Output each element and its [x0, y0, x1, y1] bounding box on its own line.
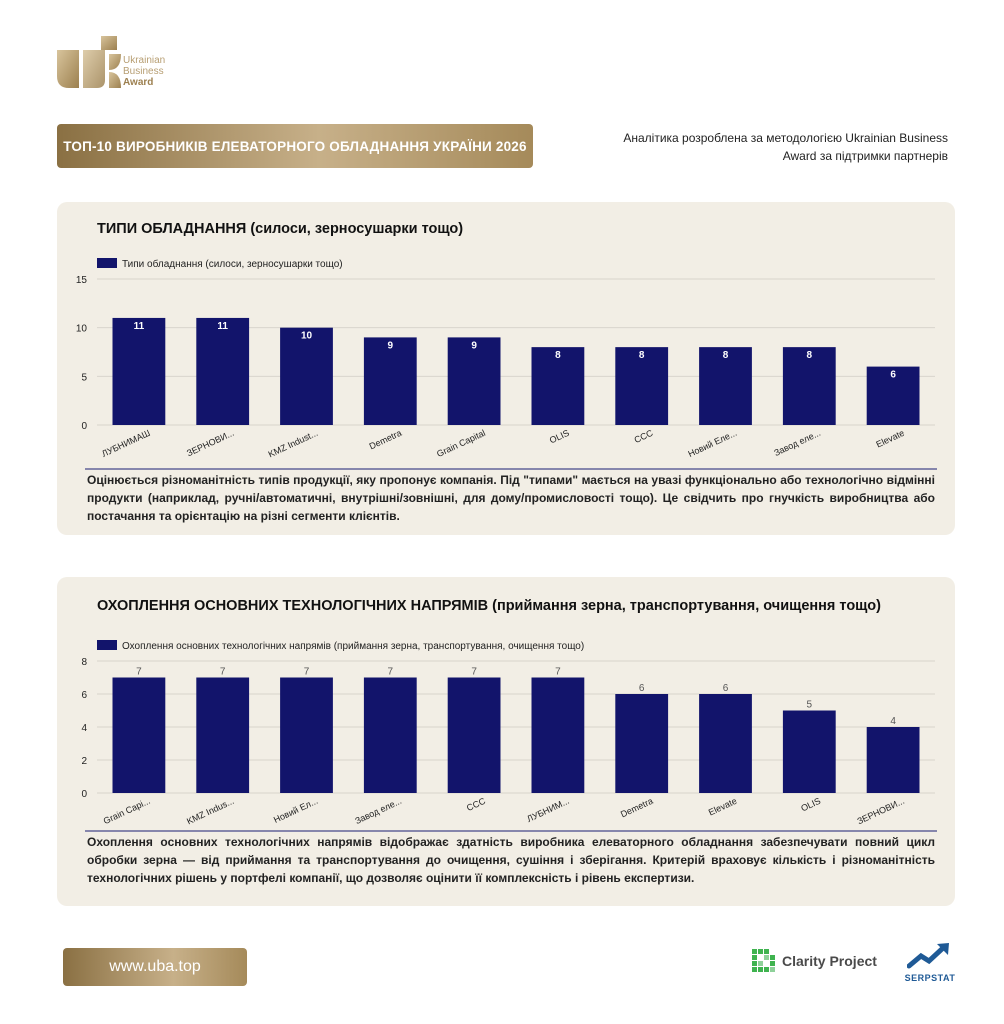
chart-heading: ТИПИ ОБЛАДНАННЯ (силоси, зерносушарки тощо)	[97, 221, 464, 237]
data-label: 7	[471, 666, 477, 678]
bar	[532, 678, 585, 794]
legend-label: Охоплення основних технологічних напрямів (приймання зерна, транспортування, очищення тощо)	[122, 641, 585, 652]
legend-swatch	[97, 258, 117, 268]
y-tick-label: 8	[81, 657, 87, 668]
chart-heading: ОХОПЛЕННЯ ОСНОВНИХ ТЕХНОЛОГІЧНИХ НАПРЯМІВ (приймання зерна, транспортування, очищення тощо)	[97, 598, 881, 614]
y-tick-label: 6	[81, 690, 87, 701]
bar	[280, 328, 333, 425]
x-tick-label: Elevate	[874, 427, 906, 450]
x-tick-label: Grain Capi...	[101, 795, 152, 827]
y-tick-label: 0	[81, 421, 87, 432]
x-tick-label: ЛУБНИМАШ	[100, 427, 152, 459]
data-label: 7	[555, 666, 561, 678]
x-tick-label: Новий Еле...	[686, 427, 739, 460]
legend-label: Типи обладнання (силоси, зерносушарки тощо)	[122, 259, 343, 270]
chart-panel-equipment-types	[57, 202, 955, 535]
clarity-project-logo-icon	[752, 949, 776, 973]
chart-panel-tech-directions	[57, 577, 955, 906]
serpstat-logo-icon	[907, 940, 953, 970]
y-tick-label: 2	[81, 756, 87, 767]
data-label: 9	[471, 340, 477, 352]
x-tick-label: OLIS	[547, 427, 571, 446]
data-label: 5	[806, 699, 813, 711]
data-label: 6	[890, 369, 896, 381]
chart-description: Оцінюється різноманітність типів продукції, яку пропонує компанія. Під "типами" мається на увазі функціонально або технологічно відмінні продукти (наприклад, ручні/автоматичні, внутрішні/зовнішні, для дому/промисловості тощо). Це свідчить про гнучкість виробництва або постачання та орієнтацію на різні сегменти клієнтів.	[87, 473, 935, 523]
x-tick-label: Завод еле...	[353, 795, 404, 827]
data-label: 7	[303, 666, 310, 678]
x-tick-label: OLIS	[799, 795, 823, 814]
analytics-note: Аналітика розроблена за методологією Ukrainian Business Award за підтримки партнерів	[623, 131, 948, 163]
bar	[113, 678, 166, 794]
bar	[280, 678, 333, 794]
website-link[interactable]: www.uba.top	[63, 948, 247, 986]
bar	[113, 318, 166, 425]
bar	[364, 678, 417, 794]
x-tick-label: KMZ Indus...	[185, 795, 236, 827]
y-tick-label: 5	[81, 372, 87, 384]
data-label: 6	[638, 683, 645, 694]
page-title: ТОП-10 ВИРОБНИКІВ ЕЛЕВАТОРНОГО ОБЛАДНАННЯ УКРАЇНИ 2026	[57, 124, 533, 168]
x-tick-label: Demetra	[367, 427, 404, 452]
data-label: 8	[722, 350, 729, 362]
x-tick-label: ЛУБНИМ...	[525, 795, 571, 825]
data-label: 8	[638, 350, 645, 362]
partner-serpstat	[900, 940, 960, 984]
data-label: 11	[217, 320, 228, 332]
bar	[615, 694, 668, 793]
bar-chart-equipment-types	[57, 202, 955, 472]
bar-chart-tech-directions	[57, 577, 955, 835]
data-label: 9	[387, 340, 394, 352]
x-tick-label: Demetra	[619, 795, 655, 820]
chart-description: Охоплення основних технологічних напрямів відображає здатність виробника елеваторного обладнання забезпечувати повний цикл обробки зерна — від приймання та транспортування до очищення, сушіння і зберігання. Критерій враховує кількість і різноманітність технологічних рішень у портфелі компанії, що дозволяє оцінити її комплексність і рівень експертизи.	[87, 835, 935, 885]
x-tick-label: Elevate	[706, 795, 739, 818]
x-tick-label: ЗЕРНОВИ...	[185, 427, 236, 459]
data-label: 10	[300, 330, 313, 342]
x-tick-label: Завод еле...	[772, 427, 823, 459]
bar	[196, 678, 249, 794]
x-tick-label: Новий Ел...	[271, 795, 320, 825]
data-label: 7	[136, 666, 142, 678]
x-tick-label: Grain Capital	[435, 427, 487, 460]
x-tick-label: KMZ Indust...	[266, 427, 320, 460]
serpstat-label: SERPSTAT	[904, 973, 956, 983]
bar	[196, 318, 249, 425]
clarity-project-label: Clarity Project	[782, 953, 877, 969]
legend-swatch	[97, 640, 117, 650]
x-tick-label: CCC	[632, 427, 655, 446]
data-label: 11	[133, 320, 145, 332]
x-tick-label: ЗЕРНОВИ...	[855, 795, 906, 827]
data-label: 6	[722, 683, 729, 694]
y-tick-label: 4	[81, 723, 87, 734]
chart-legend	[97, 640, 584, 652]
data-label: 7	[387, 666, 394, 678]
bar	[867, 727, 920, 793]
data-label: 8	[806, 350, 813, 362]
x-tick-label: CCC	[465, 795, 487, 814]
bar	[448, 678, 501, 794]
data-label: 4	[890, 716, 896, 727]
bar	[783, 711, 836, 794]
data-label: 8	[555, 350, 561, 362]
data-label: 7	[219, 666, 226, 678]
partner-clarity-project	[752, 947, 877, 975]
bar	[699, 694, 752, 793]
y-tick-label: 15	[75, 275, 87, 286]
y-tick-label: 10	[75, 323, 87, 335]
chart-legend	[97, 258, 343, 270]
y-tick-label: 0	[81, 789, 87, 800]
logo-text: Ukrainian Business Award	[123, 55, 166, 88]
